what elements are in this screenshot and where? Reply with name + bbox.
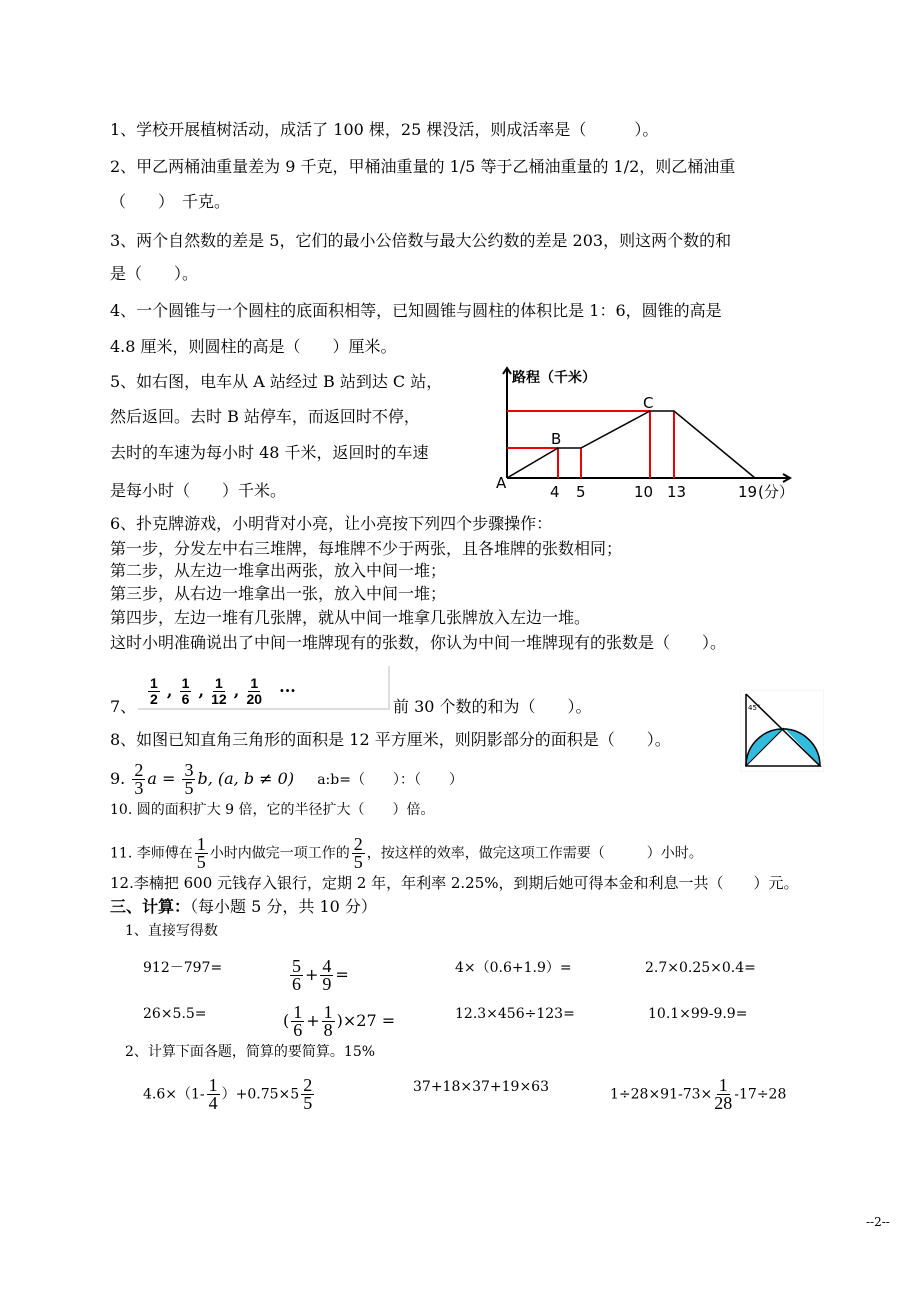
fraction [195,836,208,871]
text-fragment: + [305,965,319,984]
question-3: 3、两个自然数的差是 5，它们的最小公倍数与最大公约数的差是 203，则这两个数的和 [110,231,732,250]
text-fragment [507,411,674,478]
text-fragment: ··· [279,681,296,700]
part-2-title: 2、计算下面各题，简算的要简算。15% [125,1044,376,1060]
text-fragment: 三、计算： [110,897,191,916]
triangle-semicircle-figure [740,690,824,772]
fraction [320,958,333,993]
question-12: 12.李楠把 600 元钱存入银行，定期 2 年，年利率 2.25%，到期后她可得本金和利息一共（ ）元。 [110,874,799,892]
text-fragment: 1 [196,834,206,854]
part-1-title: 1、直接写得数 [125,923,218,939]
text-fragment: = [335,965,349,984]
point-c-label: C [643,394,654,412]
question-6: 6、扑克牌游戏，小明背对小亮，让小亮按下列四个步骤操作： [110,514,553,533]
text-fragment: 5 [303,1093,313,1113]
text-fragment: 5 [184,778,194,798]
text-fragment: )×27 = [336,1011,396,1030]
text-fragment: 3 [184,760,194,780]
calc-item: 2.7×0.25×0.4= [645,960,756,976]
fraction [132,762,145,797]
question-9 [110,762,463,797]
fraction-sequence-box [138,666,390,710]
text-fragment: ( [283,1011,290,1030]
question-7-number: 7、 [110,697,137,716]
text-fragment: 2 [150,691,158,707]
text-fragment: a = [147,769,176,788]
text-fragment: a:b=（ ）：（ ） [317,772,463,788]
text-fragment: b, (a, b ≠ 0) [197,769,295,788]
distance-time-graph [0,0,920,520]
question-7: 前 30 个数的和为（ ）。 [393,697,592,716]
text-fragment: 5 [353,852,363,872]
text-fragment: -17÷28 [734,1086,787,1103]
fraction [290,958,303,993]
text-fragment: 12 [211,691,227,707]
text-fragment: ，按这样的效率，做完这项工作需要（ ）小时。 [366,845,703,862]
text-fragment: 11. 李师傅在 [110,845,193,862]
text-fragment: 9. [110,769,126,788]
calc-item: 4×（0.6+1.9）= [455,960,572,976]
text-fragment: 9 [322,974,332,994]
calc-item: 12.3×456÷123= [455,1006,575,1022]
question-6-step: 第一步，分发左中右三堆牌，每堆牌不少于两张，且各堆牌的张数相同； [110,539,623,558]
tick-label: 19 [738,483,758,501]
text-fragment: 4 [322,956,332,976]
text-fragment: 1 [323,1002,333,1022]
text-fragment: 1÷28×91-73× [610,1086,713,1103]
text-fragment: 2 [353,834,363,854]
fraction [291,1004,304,1039]
text-fragment: 5 [196,852,206,872]
question-8: 8、如图已知直角三角形的面积是 12 平方厘米，则阴影部分的面积是（ ）。 [110,730,671,749]
text-fragment: 小时内做完一项工作的 [209,845,350,862]
question-1: 1、学校开展植树活动，成活了 100 棵，25 棵没活，则成活率是（ ）。 [110,120,659,139]
fraction [246,676,262,707]
question-6-step: 第三步，从右边一堆拿出一张，放入中间一堆； [110,584,447,603]
tick-label: 4 [550,483,560,501]
calc-item: 37+18×37+19×63 [413,1079,549,1095]
text-fragment: 5 [292,956,301,976]
point-a-label: A [496,474,507,492]
question-2-cont: （ ） 千克。 [110,192,231,211]
text-fragment: 4.6×（1- [143,1086,205,1103]
question-6-ask: 这时小明准确说出了中间一堆牌现有的张数，你认为中间一堆牌现有的张数是（ ）。 [110,633,727,652]
fraction [180,676,192,707]
point-b-label: B [551,430,562,448]
text-fragment: 1 [208,1075,218,1095]
question-11 [110,836,703,871]
calc-item [283,1004,395,1039]
text-fragment: 1 [150,675,158,691]
question-5: 去时的车速为每小时 48 千米，返回时的车速 [110,443,429,462]
calc-item [610,1077,786,1112]
text-fragment: 6 [181,691,190,707]
x-unit-label: (分） [758,483,794,501]
fraction [207,1077,220,1112]
calc-item: 26×5.5= [143,1006,207,1022]
question-6-step: 第四步，左边一堆有几张牌，就从中间一堆拿几张牌放入左边一堆。 [110,608,591,627]
tick-label: 10 [634,483,654,501]
text-fragment [146,676,296,707]
text-fragment: 1 [250,675,259,691]
calc-item [143,1077,316,1112]
y-axis-label: 路程（千米） [512,370,596,386]
tick-label: 13 [667,483,687,501]
tick-label: 5 [576,483,586,501]
text-fragment: , [233,681,240,700]
text-fragment: 20 [246,691,263,707]
text-fragment: 28 [714,1093,733,1113]
angle-label: 45° [748,704,761,712]
text-fragment: 1 [181,675,190,691]
question-2: 2、甲乙两桶油重量差为 9 千克，甲桶油重量的 1/5 等于乙桶油重量的 1/2，则乙桶油重 [110,157,736,176]
fraction [352,836,365,871]
fraction [714,1077,732,1112]
text-fragment: 6 [292,974,301,994]
fraction [182,762,195,797]
text-fragment: + [306,1011,320,1030]
text-fragment: 1 [215,675,223,691]
text-fragment: 6 [293,1020,303,1040]
question-5: 然后返回。去时 B 站停车，而返回时不停， [110,407,420,426]
text-fragment: 8 [323,1020,333,1040]
fraction [148,676,160,707]
calc-item: 10.1×99-9.9= [648,1006,748,1022]
question-5: 5、如右图，电车从 A 站经过 B 站到达 C 站， [110,372,443,391]
text-fragment: 4 [208,1093,218,1113]
fraction [211,676,227,707]
text-fragment: ）+0.75×5 [221,1086,300,1103]
text-fragment: 1 [718,1075,728,1095]
text-fragment [512,369,596,386]
text-fragment: 2 [303,1075,313,1095]
text-fragment: , [198,681,205,700]
section-3-heading [110,897,377,917]
page-number: --2-- [866,1215,890,1229]
text-fragment: 2 [134,760,144,780]
route-line [507,411,755,478]
text-fragment: （每小题 5 分，共 10 分） [190,897,377,916]
calc-item: 912－797= [143,960,223,976]
question-4: 4、一个圆锥与一个圆柱的底面积相等，已知圆锥与圆柱的体积比是 1：6，圆锥的高是 [110,301,722,320]
question-5: 是每小时（ ）千米。 [110,481,287,500]
calc-item [288,958,349,993]
fraction [301,1077,314,1112]
text-fragment: 1 [293,1002,303,1022]
text-fragment: 3 [134,778,144,798]
question-4-cont: 4.8 厘米，则圆柱的高是（ ）厘米。 [110,337,397,356]
question-6-step: 第二步，从左边一堆拿出两张，放入中间一堆； [110,561,447,580]
question-10: 10. 圆的面积扩大 9 倍，它的半径扩大（ ）倍。 [110,802,435,818]
fraction [322,1004,335,1039]
question-3-cont: 是（ ）。 [110,264,199,283]
text-fragment: , [166,681,173,700]
